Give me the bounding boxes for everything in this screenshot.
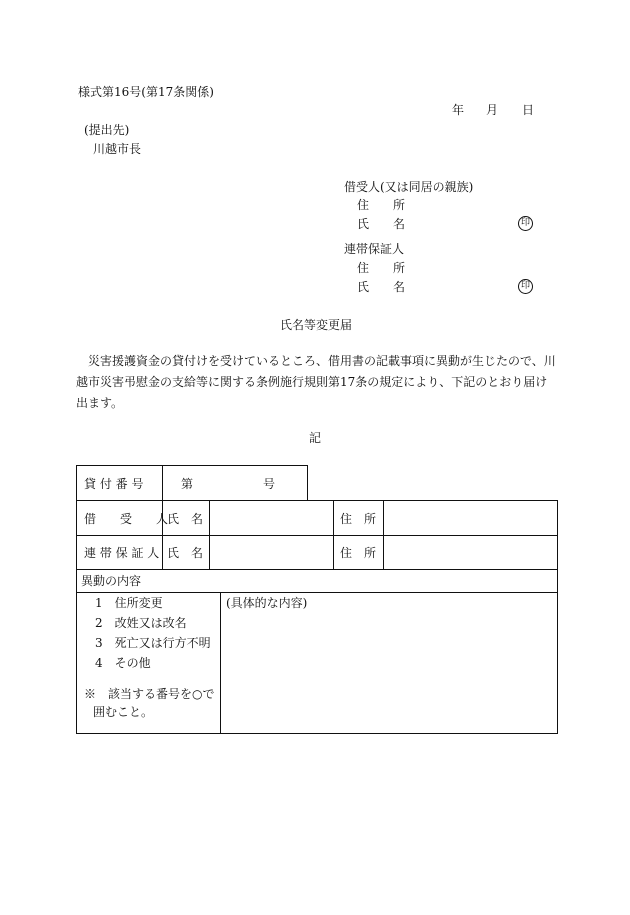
- row-divider-1: [76, 535, 558, 536]
- borrower-row-label: 借 受 人: [84, 512, 169, 526]
- guarantor-row-label: 連 帯 保 証 人: [84, 546, 160, 560]
- col-divider-name: [209, 500, 210, 569]
- change-option-4: 4 その他: [95, 656, 151, 670]
- date-year: 年: [452, 103, 465, 117]
- ki-heading: 記: [309, 431, 322, 445]
- change-header: 異動の内容: [81, 574, 142, 588]
- change-note-line2: 囲むこと。: [93, 705, 154, 719]
- form-number: 様式第16号(第17条関係): [78, 85, 214, 99]
- change-option-2: 2 改姓又は改名: [95, 616, 187, 630]
- borrower-address-label-cell: 住 所: [340, 512, 377, 526]
- borrower-heading: 借受人(又は同居の親族): [344, 180, 474, 194]
- col-divider-addr: [333, 500, 334, 569]
- addressee-name: 川越市長: [93, 142, 142, 156]
- change-option-3: 3 死亡又は行方不明: [95, 636, 211, 650]
- addressee-label: (提出先): [84, 123, 130, 137]
- borrower-seal-mark: 印: [518, 216, 533, 231]
- row-divider-3: [76, 592, 558, 593]
- change-option-1: 1 住所変更: [95, 596, 163, 610]
- loan-number-label: 貸 付 番 号: [84, 477, 144, 491]
- col-divider-label: [162, 500, 163, 569]
- col-divider-change: [220, 592, 221, 734]
- row-divider-2: [76, 569, 558, 570]
- date-month: 月: [486, 103, 499, 117]
- guarantor-address-label-cell: 住 所: [340, 546, 377, 560]
- borrower-address-label: 住 所: [357, 198, 406, 212]
- guarantor-address-label: 住 所: [357, 261, 406, 275]
- loan-number-suffix: 号: [263, 477, 276, 491]
- guarantor-heading: 連帯保証人: [344, 242, 405, 256]
- borrower-name-label-cell: 氏 名: [167, 512, 204, 526]
- loan-number-divider: [162, 465, 163, 501]
- change-detail-label: (具体的な内容): [226, 596, 308, 610]
- guarantor-name-label-cell: 氏 名: [167, 546, 204, 560]
- body-paragraph: 災害援護資金の貸付けを受けているところ、借用書の記載事項に異動が生じたので、川越市災害弔慰金の支給等に関する条例施行規則第17条の規定により、下記のとおり届け出ます。: [76, 354, 556, 410]
- guarantor-name-label: 氏 名: [357, 280, 406, 294]
- borrower-name-label: 氏 名: [357, 217, 406, 231]
- change-note-line1: ※ 該当する番号を○で: [84, 687, 215, 701]
- loan-number-prefix: 第: [181, 477, 194, 491]
- col-divider-addr-value: [383, 500, 384, 569]
- date-day: 日: [522, 103, 535, 117]
- guarantor-seal-mark: 印: [518, 279, 533, 294]
- form-title: 氏名等変更届: [280, 318, 353, 332]
